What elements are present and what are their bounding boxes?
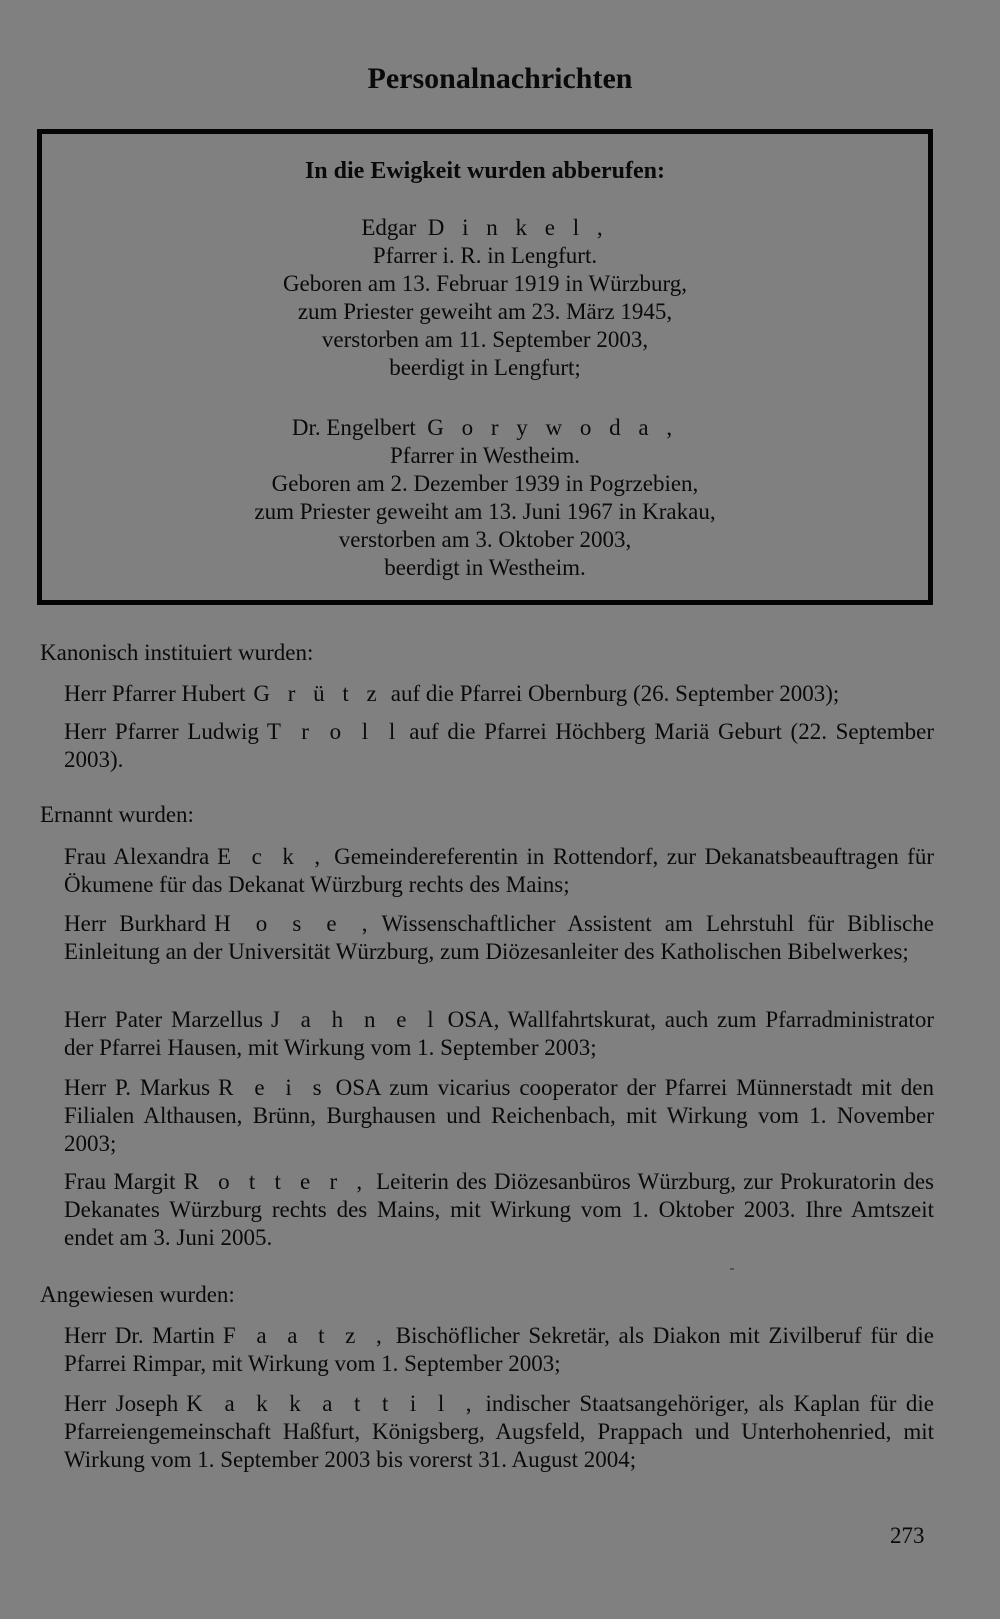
item-prefix: Herr P. Markus — [64, 1075, 211, 1100]
item-text: OSA zum vicarius cooperator der Pfarrei Münnerstadt mit den Filialen Althausen, Brünn, Burghausen und Reichenbach, mit Wirkung vom 1. November 2003; — [64, 1075, 935, 1156]
obituary-heading: In die Ewigkeit wurden abberufen: — [304, 158, 666, 184]
item-text: Wissenschaftlicher Assistent am Lehrstuhl für Biblische Einleitung an der Universität Würzburg, zum Diözesanleiter des Katholischen Bibelwerkes; — [64, 911, 934, 964]
page-title: Personalnachrichten — [367, 62, 633, 95]
surname: G o r y w o d a , — [427, 415, 679, 440]
item-prefix: Frau Alexandra — [64, 844, 210, 869]
given-name: Dr. Engelbert — [291, 415, 416, 440]
list-item — [64, 910, 934, 966]
item-surname: R e i s — [218, 1075, 328, 1100]
item-text: OSA, Wallfahrtskurat, auch zum Pfarradministrator der Pfarrei Hausen, mit Wirkung vom 1. September 2003; — [64, 1007, 934, 1060]
given-name: Edgar — [361, 215, 417, 240]
item-surname: J a h n e l — [270, 1007, 440, 1032]
stray-mark — [730, 1268, 734, 1270]
item-prefix: Herr Pfarrer Hubert — [64, 681, 246, 706]
obituary-name-line — [42, 214, 928, 242]
item-text: Gemeindereferentin in Rottendorf, zur Dekanatsbeauftragen für Ökumene für das Dekanat Würzburg rechts des Mains; — [64, 844, 934, 897]
list-item — [64, 718, 934, 774]
section-title: Angewiesen wurden: — [40, 1282, 235, 1307]
item-surname: E c k , — [217, 844, 327, 869]
item-text: Leiterin des Diözesanbüros Würzburg, zur Prokuratorin des Dekanates Würzburg rechts des Mains, mit Wirkung vom 1. Oktober 2003. Ihre Amtszeit endet am 3. Juni 2005. — [64, 1169, 934, 1250]
list-item — [64, 1390, 934, 1474]
list-item — [64, 1074, 934, 1158]
obituary-line: verstorben am 3. Oktober 2003, — [338, 527, 632, 552]
section-title: Ernannt wurden: — [40, 802, 194, 827]
item-surname: K a k k a t t i l , — [186, 1391, 478, 1416]
obituary-line: Geboren am 13. Februar 1919 in Würzburg, — [282, 271, 688, 296]
item-surname: R o t t e r , — [183, 1169, 369, 1194]
item-prefix: Herr Dr. Martin — [64, 1323, 215, 1348]
list-item — [64, 680, 934, 708]
item-prefix: Herr Burkhard — [64, 911, 207, 936]
item-surname: G r ü t z — [253, 681, 383, 706]
obituary-name-line — [42, 414, 928, 442]
obituary-line: Pfarrer i. R. in Lengfurt. — [372, 243, 598, 268]
surname: D i n k e l , — [427, 215, 609, 240]
obituary-entry — [42, 214, 928, 382]
obituary-line: Pfarrer in Westheim. — [390, 443, 580, 468]
item-prefix: Herr Pfarrer Ludwig — [64, 719, 259, 744]
item-prefix: Herr Joseph — [64, 1391, 179, 1416]
item-prefix: Frau Margit — [64, 1169, 176, 1194]
item-surname: F a a t z , — [222, 1323, 388, 1348]
obituary-line: zum Priester geweiht am 23. März 1945, — [297, 299, 673, 324]
item-prefix: Herr Pater Marzellus — [64, 1007, 263, 1032]
obituary-line: beerdigt in Lengfurt; — [389, 355, 581, 380]
page-number: 273 — [890, 1523, 925, 1548]
item-text: auf die Pfarrei Obernburg (26. September 2003); — [390, 681, 840, 706]
item-surname: T r o l l — [266, 719, 402, 744]
item-surname: H o s e , — [214, 911, 374, 936]
list-item — [64, 1322, 934, 1378]
obituary-box — [37, 129, 933, 605]
obituary-line: beerdigt in Westheim. — [384, 555, 586, 580]
item-text: Bischöflicher Sekretär, als Diakon mit Zivilberuf für die Pfarrei Rimpar, mit Wirkung vom 1. September 2003; — [64, 1323, 934, 1376]
section-title: Kanonisch instituiert wurden: — [40, 640, 314, 665]
item-text: indischer Staatsangehöriger, als Kaplan für die Pfarreiengemeinschaft Haßfurt, Königsberg, Augsfeld, Prappach und Unterhohenried, mit Wirkung vom 1. September 2003 bis vorerst 31. August 2004; — [64, 1391, 934, 1472]
obituary-line: Geboren am 2. Dezember 1939 in Pogrzebien, — [271, 471, 699, 496]
list-item — [64, 843, 934, 899]
obituary-entry — [42, 414, 928, 582]
list-item — [64, 1006, 934, 1062]
obituary-line: verstorben am 11. September 2003, — [321, 327, 649, 352]
item-text: auf die Pfarrei Höchberg Mariä Geburt (22. September 2003). — [64, 719, 934, 772]
obituary-line: zum Priester geweiht am 13. Juni 1967 in Krakau, — [254, 499, 716, 524]
list-item — [64, 1168, 934, 1252]
